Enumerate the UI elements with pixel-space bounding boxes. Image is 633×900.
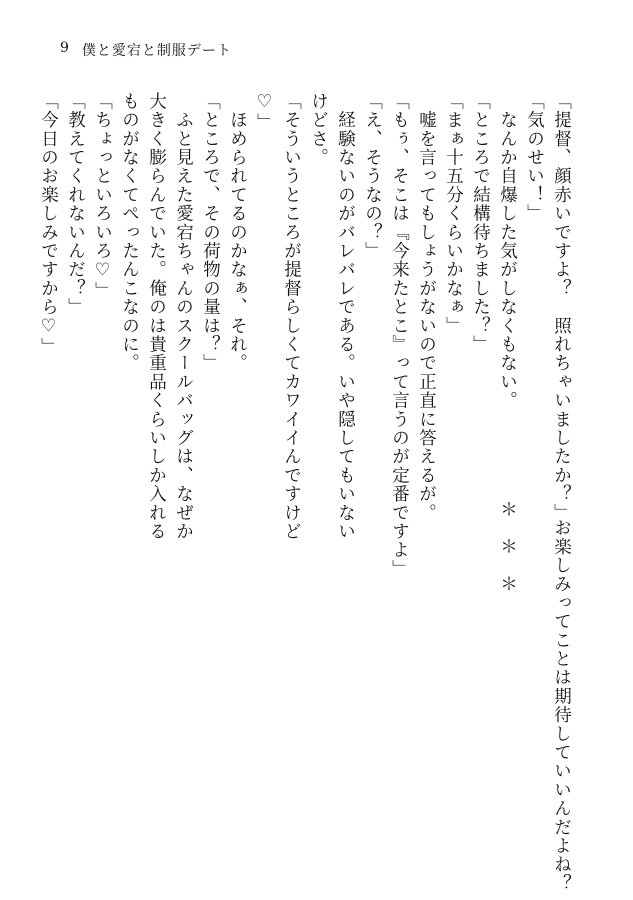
text-column: 「提督、顔赤いですよ？ 照れちゃいましたか？」 bbox=[551, 92, 572, 523]
text-column: ものがなくてぺったんこなのに。 bbox=[119, 92, 140, 373]
text-column: 経験ないのがバレバレである。いや隠してもいない bbox=[335, 92, 356, 541]
text-column: お楽しみってことは期待していいんだよね？ bbox=[551, 500, 572, 893]
text-column: 大きく膨らんでいた。俺のは貴重品くらいしか入れる bbox=[146, 92, 167, 541]
text-column: 嘘を言ってもしょうがないので正直に答えるが。 bbox=[416, 92, 437, 523]
page-number: 9 bbox=[60, 40, 70, 56]
text-column: ♡」 bbox=[254, 92, 275, 132]
text-column: ふと見えた愛宕ちゃんのスクールバッグは、なぜか bbox=[173, 92, 194, 541]
text-column: 「え、そうなの？」 bbox=[362, 92, 383, 261]
text-column: 「そういうところが提督らしくてカワイイんですけど bbox=[281, 92, 302, 541]
text-column: 「気のせい！」 bbox=[524, 92, 545, 223]
scene-break: ＊ ＊ ＊ bbox=[497, 500, 518, 594]
text-column: 「ところで結構待ちました？」 bbox=[470, 92, 491, 354]
text-column: 「教えてくれないんだ？」 bbox=[65, 92, 86, 317]
page-header bbox=[60, 40, 232, 60]
text-column: けどさ。 bbox=[308, 92, 329, 167]
text-column: ほめられてるのかなぁ、それ。 bbox=[227, 92, 248, 373]
text-column: 「まぁ十五分くらいかなぁ」 bbox=[443, 92, 464, 336]
text-column: 「もぅ、そこは『今来たとこ』って言うのが定番ですよ」 bbox=[389, 92, 410, 579]
text-column: なんか自爆した気がしなくもない。 bbox=[497, 92, 518, 410]
text-column: 「ちょっといろいろ♡」 bbox=[92, 92, 113, 301]
text-column: 「ところで、その荷物の量は？」 bbox=[200, 92, 221, 373]
chapter-title: 僕と愛宕と制服デート bbox=[81, 43, 232, 59]
text-column: 「今日のお楽しみですから♡」 bbox=[38, 92, 59, 357]
